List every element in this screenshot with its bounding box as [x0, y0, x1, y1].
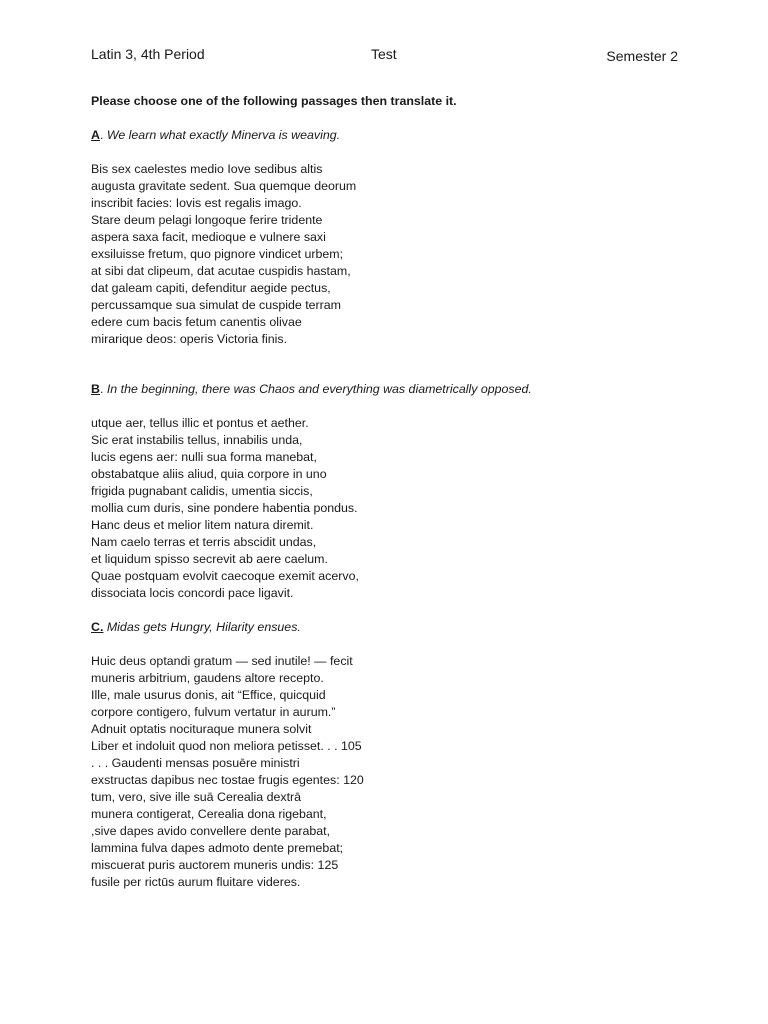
section-c-passage	[91, 653, 691, 891]
passage-line: munera contigerat, Cerealia dona rigebant,	[91, 807, 327, 821]
passage-line: dat galeam capiti, defenditur aegide pectus,	[91, 281, 331, 295]
section-a-heading	[91, 127, 691, 144]
passage-line: exsiluisse fretum, quo pignore vindicet urbem;	[91, 247, 344, 261]
passage-line: fusile per rictūs aurum fluitare videres.	[91, 875, 301, 889]
section-c-heading	[91, 619, 691, 636]
passage-line: miscuerat puris auctorem muneris undis: 125	[91, 858, 339, 872]
section-b-letter: B	[91, 382, 100, 396]
section-a-passage	[91, 161, 691, 348]
document-body	[91, 93, 691, 891]
passage-line: utque aer, tellus illic et pontus et aether.	[91, 416, 309, 430]
passage-line: Nam caelo terras et terris abscidit undas,	[91, 535, 317, 549]
section-a-separator: .	[99, 128, 104, 142]
instruction-text: Please choose one of the following passages then translate it.	[91, 94, 457, 108]
passage-line: exstructas dapibus nec tostae frugis egentes: 120	[91, 773, 364, 787]
passage-line: et liquidum spisso secrevit ab aere caelum.	[91, 552, 328, 566]
semester-label: Semester 2	[606, 48, 678, 64]
passage-line: percussamque sua simulat de cuspide terram	[91, 298, 341, 312]
passage-line: Stare deum pelagi longoque ferire tridente	[91, 213, 323, 227]
passage-line: Huic deus optandi gratum — sed inutile! — fecit	[91, 654, 353, 668]
passage-line: lammina fulva dapes admoto dente premebat;	[91, 841, 344, 855]
passage-line: Hanc deus et melior litem natura diremit.	[91, 518, 314, 532]
passage-line: . . . Gaudenti mensas posuēre ministri	[91, 756, 300, 770]
passage-line: Sic erat instabilis tellus, innabilis unda,	[91, 433, 303, 447]
passage-line: Quae postquam evolvit caecoque exemit acervo,	[91, 569, 359, 583]
section-c-description: Midas gets Hungry, Hilarity ensues.	[106, 620, 301, 634]
page-header	[91, 46, 678, 66]
passage-line: tum, vero, sive ille suā Cerealia dextrā	[91, 790, 302, 804]
passage-line: mirarique deos: operis Victoria finis.	[91, 332, 288, 346]
passage-line: muneris arbitrium, gaudens altore recepto.	[91, 671, 324, 685]
passage-line: corpore contigero, fulvum vertatur in aurum.”	[91, 705, 336, 719]
passage-line: aspera saxa facit, medioque e vulnere saxi	[91, 230, 326, 244]
passage-line: at sibi dat clipeum, dat acutae cuspidis hastam,	[91, 264, 351, 278]
passage-line: ,sive dapes avido convellere dente parabat,	[91, 824, 331, 838]
passage-line: Adnuit optatis nocituraque munera solvit	[91, 722, 312, 736]
passage-line: edere cum bacis fetum canentis olivae	[91, 315, 302, 329]
section-c-letter: C.	[91, 620, 104, 634]
passage-line: Ille, male usurus donis, ait “Effice, quicquid	[91, 688, 326, 702]
passage-line: obstabatque aliis aliud, quia corpore in uno	[91, 467, 327, 481]
passage-line: dissociata locis concordi pace ligavit.	[91, 586, 294, 600]
section-b-passage	[91, 415, 691, 602]
passage-line: Liber et indoluit quod non meliora petisset. . . 105	[91, 739, 362, 753]
passage-line: augusta gravitate sedent. Sua quemque deorum	[91, 179, 357, 193]
passage-line: lucis egens aer: nulli sua forma manebat,	[91, 450, 317, 464]
passage-line: Bis sex caelestes medio Iove sedibus altis	[91, 162, 323, 176]
section-b-separator: .	[99, 382, 104, 396]
section-a-letter: A	[91, 128, 100, 142]
section-a-description: We learn what exactly Minerva is weaving.	[106, 128, 341, 142]
class-period-label: Latin 3, 4th Period	[91, 46, 205, 62]
section-b-description: In the beginning, there was Chaos and everything was diametrically opposed.	[106, 382, 532, 396]
passage-line: inscribit facies: Iovis est regalis imago.	[91, 196, 302, 210]
passage-line: frigida pugnabant calidis, umentia siccis,	[91, 484, 313, 498]
section-b-heading	[91, 381, 691, 398]
passage-line: mollia cum duris, sine pondere habentia pondus.	[91, 501, 358, 515]
test-title: Test	[371, 46, 397, 62]
